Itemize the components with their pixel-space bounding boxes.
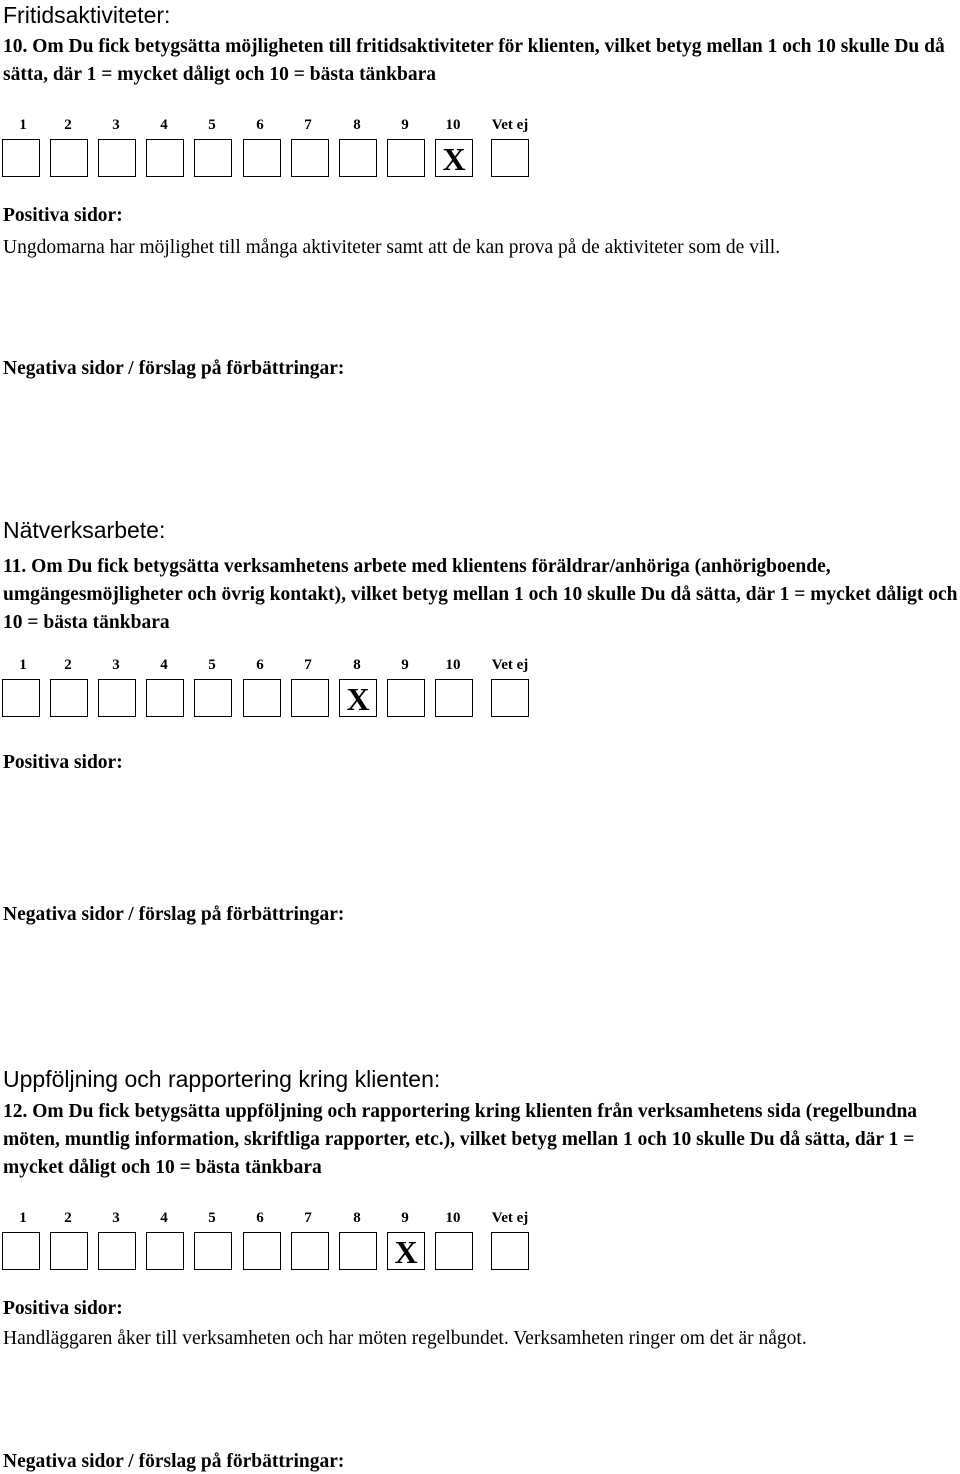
scale-label: 7 [304, 117, 312, 133]
rating-checkbox[interactable] [491, 139, 529, 177]
rating-checkbox[interactable] [2, 679, 40, 717]
rating-checkbox[interactable] [491, 1232, 529, 1270]
rating-checkbox[interactable] [50, 139, 88, 177]
rating-checkbox-selected[interactable]: X [435, 139, 473, 177]
rating-checkbox[interactable] [194, 139, 232, 177]
rating-checkbox[interactable] [243, 1232, 281, 1270]
negative-label: Negativa sidor / förslag på förbättringar: [3, 358, 345, 379]
scale-label: Vet ej [491, 657, 529, 673]
section-heading: Nätverksarbete: [3, 517, 166, 543]
scale-label: 3 [112, 117, 120, 133]
negative-label: Negativa sidor / förslag på förbättringar: [3, 904, 345, 925]
scale-label: 2 [64, 657, 72, 673]
scale-label: 9 [401, 117, 409, 133]
rating-checkbox[interactable] [435, 1232, 473, 1270]
rating-checkbox[interactable] [491, 679, 529, 717]
question-text: 10. Om Du fick betygsätta möjligheten till fritidsaktiviteter för klienten, vilket betyg mellan 1 och 10 skulle Du då sätta, där 1 = mycket dåligt och 10 = bästa tänkbara [3, 36, 945, 85]
scale-label: 1 [19, 117, 27, 133]
scale-label: 2 [64, 1210, 72, 1226]
rating-checkbox[interactable] [387, 139, 425, 177]
rating-checkbox[interactable] [194, 1232, 232, 1270]
scale-label: 3 [112, 657, 120, 673]
scale-label: 9 [401, 1210, 409, 1226]
positive-answer: Handläggaren åker till verksamheten och har möten regelbundet. Verksamheten ringer om det är något. [3, 1328, 807, 1349]
positive-label: Positiva sidor: [3, 205, 123, 226]
rating-checkbox[interactable] [146, 1232, 184, 1270]
positive-label: Positiva sidor: [3, 1298, 123, 1319]
rating-checkbox[interactable] [387, 679, 425, 717]
rating-checkbox[interactable] [2, 139, 40, 177]
rating-checkbox[interactable] [291, 679, 329, 717]
scale-label: 8 [353, 117, 361, 133]
scale-label: 4 [160, 117, 168, 133]
question-text: 12. Om Du fick betygsätta uppföljning och rapportering kring klienten från verksamhetens sida (regelbundna möten, muntlig information, skriftliga rapporter, etc.), vilket betyg mellan 1 och 10 skulle Du då sätta, där 1 = mycket dåligt och 10 = bästa tänkbara [3, 1101, 918, 1178]
scale-label: 1 [19, 657, 27, 673]
rating-checkbox[interactable] [50, 679, 88, 717]
rating-checkbox[interactable] [339, 1232, 377, 1270]
scale-label: 10 [445, 117, 461, 133]
scale-label: 10 [445, 1210, 461, 1226]
rating-checkbox[interactable] [2, 1232, 40, 1270]
scale-label: 5 [208, 657, 216, 673]
scale-label: 8 [353, 657, 361, 673]
scale-label: 5 [208, 1210, 216, 1226]
question-text: 11. Om Du fick betygsätta verksamhetens arbete med klientens föräldrar/anhöriga (anhörigboende, umgängesmöjligheter och övrig kontakt), vilket betyg mellan 1 och 10 skulle Du då sätta, där 1 = mycket dåligt och 10 = bästa tänkbara [3, 556, 958, 633]
rating-checkbox[interactable] [98, 139, 136, 177]
scale-label: Vet ej [491, 117, 529, 133]
rating-checkbox[interactable] [98, 679, 136, 717]
scale-label: 6 [256, 1210, 264, 1226]
rating-checkbox[interactable] [243, 679, 281, 717]
scale-label: 5 [208, 117, 216, 133]
rating-checkbox-selected[interactable]: X [387, 1232, 425, 1270]
scale-label: 10 [445, 657, 461, 673]
scale-label: 7 [304, 657, 312, 673]
section-heading: Uppföljning och rapportering kring klienten: [3, 1066, 441, 1092]
scale-label: 4 [160, 1210, 168, 1226]
positive-label: Positiva sidor: [3, 752, 123, 773]
rating-checkbox[interactable] [50, 1232, 88, 1270]
scale-label: Vet ej [491, 1210, 529, 1226]
rating-checkbox[interactable] [339, 139, 377, 177]
scale-label: 9 [401, 657, 409, 673]
rating-checkbox[interactable] [435, 679, 473, 717]
scale-label: 6 [256, 117, 264, 133]
scale-label: 6 [256, 657, 264, 673]
rating-checkbox[interactable] [146, 139, 184, 177]
rating-checkbox[interactable] [243, 139, 281, 177]
scale-label: 7 [304, 1210, 312, 1226]
rating-checkbox[interactable] [291, 1232, 329, 1270]
rating-checkbox[interactable] [146, 679, 184, 717]
rating-checkbox-selected[interactable]: X [339, 679, 377, 717]
scale-label: 2 [64, 117, 72, 133]
rating-checkbox[interactable] [98, 1232, 136, 1270]
rating-checkbox[interactable] [194, 679, 232, 717]
section-heading: Fritidsaktiviteter: [3, 2, 171, 28]
negative-label: Negativa sidor / förslag på förbättringar: [3, 1451, 345, 1472]
rating-checkbox[interactable] [291, 139, 329, 177]
scale-label: 8 [353, 1210, 361, 1226]
scale-label: 4 [160, 657, 168, 673]
positive-answer: Ungdomarna har möjlighet till många aktiviteter samt att de kan prova på de aktiviteter som de vill. [3, 237, 781, 258]
scale-label: 1 [19, 1210, 27, 1226]
scale-label: 3 [112, 1210, 120, 1226]
